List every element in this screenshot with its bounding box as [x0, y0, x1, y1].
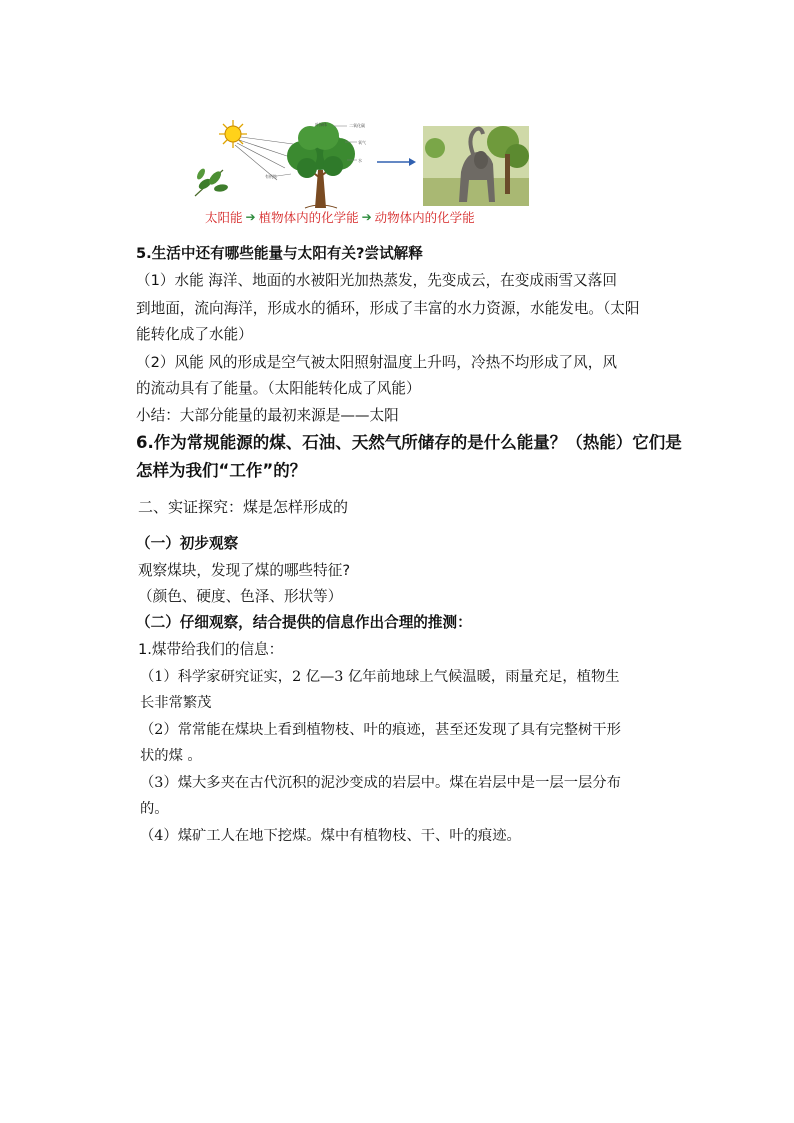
q5-wind-line-1: （2）风能 风的形成是空气被太阳照射温度上升吗，冷热不均形成了风，风 — [136, 354, 617, 371]
label-water: 水 — [358, 158, 362, 163]
label-chloroplast: 叶绿体 — [315, 122, 327, 127]
info-1-line-2: 长非常繁茂 — [140, 695, 212, 711]
q5-hydro-line-1: （1）水能 海洋、地面的水被阳光加热蒸发，先变成云，在变成雨雪又落回 — [136, 272, 617, 289]
tree-illustration — [287, 122, 355, 208]
info-3-line-1: （3）煤大多夹在古代沉积的泥沙变成的岩层中。煤在岩层中是一层一层分布 — [140, 775, 621, 791]
q5-wind-line-2: 的流动具有了能量。（太阳能转化成了风能） — [136, 380, 421, 397]
energy-flow-illustration — [165, 118, 559, 210]
label-co2: 二氧化碳 — [349, 123, 365, 128]
q5-hydro-line-3: 能转化成了水能） — [136, 326, 253, 343]
observation-prompt: 观察煤块，发现了煤的哪些特征? — [138, 562, 351, 579]
caption-arrow-icon: ➔ — [245, 210, 256, 224]
info-4: （4）煤矿工人在地下挖煤。煤中有植物枝、干、叶的痕迹。 — [140, 828, 521, 844]
energy-flow-figure — [165, 118, 559, 228]
caption-arrow-icon: ➔ — [361, 210, 372, 224]
label-organic-matter: 有机物 — [265, 174, 277, 179]
info-3-line-2: 的。 — [140, 801, 169, 817]
subsection-1-heading: （一）初步观察 — [136, 535, 239, 552]
label-oxygen: 氧气 — [358, 140, 366, 145]
info-title: 1.煤带给我们的信息： — [138, 641, 284, 658]
caption-solar-energy: 太阳能 — [205, 210, 243, 225]
summary: 小结：大部分能量的最初来源是——太阳 — [136, 407, 399, 424]
q6-line-2: 怎样为我们“工作”的？ — [136, 461, 307, 480]
elephant-illustration — [423, 126, 529, 206]
info-2-line-1: （2）常常能在煤块上看到植物枝、叶的痕迹，甚至还发现了具有完整树干形 — [140, 722, 621, 738]
info-2-line-2: 状的煤 。 — [140, 748, 202, 764]
sunlight-rays — [235, 137, 293, 180]
q6-line-1: 6.作为常规能源的煤、石油、天然气所储存的是什么能量？（热能）它们是 — [136, 433, 682, 452]
caption-plant-energy: 植物体内的化学能 — [258, 210, 359, 225]
subsection-2-heading: （二）仔细观察，结合提供的信息作出合理的推测： — [136, 614, 472, 631]
q5-hydro-line-2: 到地面，流向海洋，形成水的循环，形成了丰富的水力资源，水能发电。（太阳 — [136, 300, 640, 317]
sun-icon — [219, 120, 247, 148]
info-1-line-1: （1）科学家研究证实，2 亿—3 亿年前地球上气候温暖，雨量充足，植物生 — [140, 669, 620, 685]
energy-flow-caption — [205, 209, 475, 225]
section-2-heading: 二、实证探究：煤是怎样形成的 — [138, 498, 349, 516]
q5-title: 5.生活中还有哪些能量与太阳有关?尝试解释 — [136, 245, 423, 262]
observation-hint: （颜色、硬度、色泽、形状等） — [138, 588, 343, 605]
caption-animal-energy: 动物体内的化学能 — [374, 210, 475, 225]
flow-arrow — [377, 158, 416, 166]
leaf-sprig — [195, 167, 229, 196]
